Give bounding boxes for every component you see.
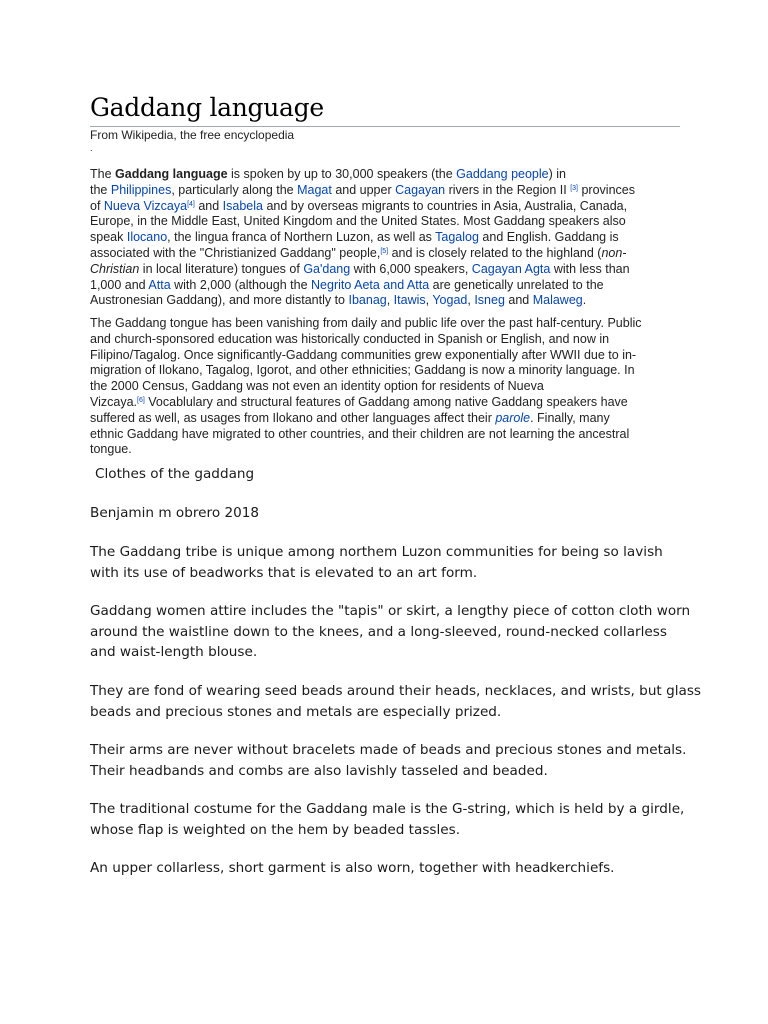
section-heading: Clothes of the gaddang <box>95 466 255 482</box>
doc-paragraph-5: The traditional costume for the Gaddang male is the G-string, which is held by a girdle, whose flap is weighted on the hem by beaded tassles. <box>90 801 685 838</box>
citation-4[interactable]: [4] <box>187 200 195 208</box>
doc-paragraph-6: An upper collarless, short garment is also worn, together with headkerchiefs. <box>90 860 615 876</box>
citation-3[interactable]: [3] <box>570 184 578 192</box>
title-divider <box>90 126 680 127</box>
intro-paragraph: The Gaddang language is spoken by up to 30,000 speakers (the Gaddang people) in the Philippines, particularly along the Magat and upper Cagayan rivers in the Region II [3] provinces of Nueva Vizcaya[4] and Isabela and by overseas migrants to countries in Asia, Australia, Canada, Europe, in the Middle East, United Kingdom and the United States. Most Gaddang speakers also speak Ilocano, the lingua franca of Northern Luzon, as well as Tagalog and English. Gaddang is associated with the "Christianized Gaddang" people,[5] and is closely related to the highland (non- Christian in local literature) tongues of Ga'dang with 6,000 speakers, Cagayan Agta with less than 1,000 and Atta with 2,000 (although the Negrito Aeta and Atta are genetically unrelated to the Austronesian Gaddang), and more distantly to Ibanag, Itawis, Yogad, Isneg and Malaweg. <box>90 167 635 308</box>
link-tagalog[interactable]: Tagalog <box>435 230 479 245</box>
page-title: Gaddang language <box>90 93 324 122</box>
doc-paragraph-2: Gaddang women attire includes the "tapis" or skirt, a lengthy piece of cotton cloth worn around the waistline down to the knees, and a long-sleeved, round-necked collarless and waist-length blouse. <box>90 603 691 660</box>
link-gadang[interactable]: Ga'dang <box>303 261 351 276</box>
citation-6[interactable]: [6] <box>137 396 145 404</box>
link-isneg[interactable]: Isneg <box>474 293 505 308</box>
link-parole[interactable]: parole <box>495 410 531 425</box>
link-yogad[interactable]: Yogad <box>432 293 468 308</box>
link-ibanag[interactable]: Ibanag <box>348 293 387 308</box>
link-cagayan-agta[interactable]: Cagayan Agta <box>471 261 551 276</box>
page-subtitle: From Wikipedia, the free encyclopedia <box>90 128 295 142</box>
doc-paragraph-4: Their arms are never without bracelets made of beads and precious stones and metals. Their headbands and combs are also lavishly tasseled and beaded. <box>90 742 687 779</box>
link-nueva-vizcaya[interactable]: Nueva Vizcaya <box>103 198 188 213</box>
citation-5[interactable]: [5] <box>380 247 389 255</box>
author-line: Benjamin m obrero 2018 <box>90 505 260 521</box>
stray-dot: . <box>90 143 93 153</box>
doc-paragraph-1: The Gaddang tribe is unique among northem Luzon communities for being so lavish with its use of beadworks that is elevated to an art form. <box>90 544 663 581</box>
link-isabela[interactable]: Isabela <box>222 198 263 213</box>
link-ilocano[interactable]: Ilocano <box>126 230 168 245</box>
doc-paragraph-3: They are fond of wearing seed beads around their heads, necklaces, and wrists, but glass beads and precious stones and metals are especially prized. <box>90 683 701 720</box>
link-itawis[interactable]: Itawis <box>393 293 426 308</box>
link-philippines[interactable]: Philippines <box>110 182 172 197</box>
link-gaddang-people[interactable]: Gaddang people <box>456 167 549 181</box>
history-paragraph: The Gaddang tongue has been vanishing from daily and public life over the past half-century. Public and church-sponsored education was historically conducted in Spanish or English, and now in Filipino/Tagalog. Once significantly-Gaddang communities grew exponentially after WWII due to in- migration of Ilokano, Tagalog, Igorot, and other ethnicities; Gaddang is now a minority language. In the 2000 Census, Gaddang was not even an identity option for residents of Nueva Vizcaya.[6] Vocablulary and structural features of Gaddang among native Gaddang speakers have suffered as well, as usages from Ilokano and other languages affect their parole. Finally, many ethnic Gaddang have migrated to other countries, and their children are not learning the ancestral tongue. <box>90 316 642 457</box>
link-magat[interactable]: Magat <box>297 182 332 197</box>
link-negrito-aeta-atta[interactable]: Negrito Aeta and Atta <box>311 277 430 292</box>
link-malaweg[interactable]: Malaweg <box>532 293 583 308</box>
link-atta[interactable]: Atta <box>148 277 171 292</box>
link-cagayan[interactable]: Cagayan <box>395 182 446 197</box>
